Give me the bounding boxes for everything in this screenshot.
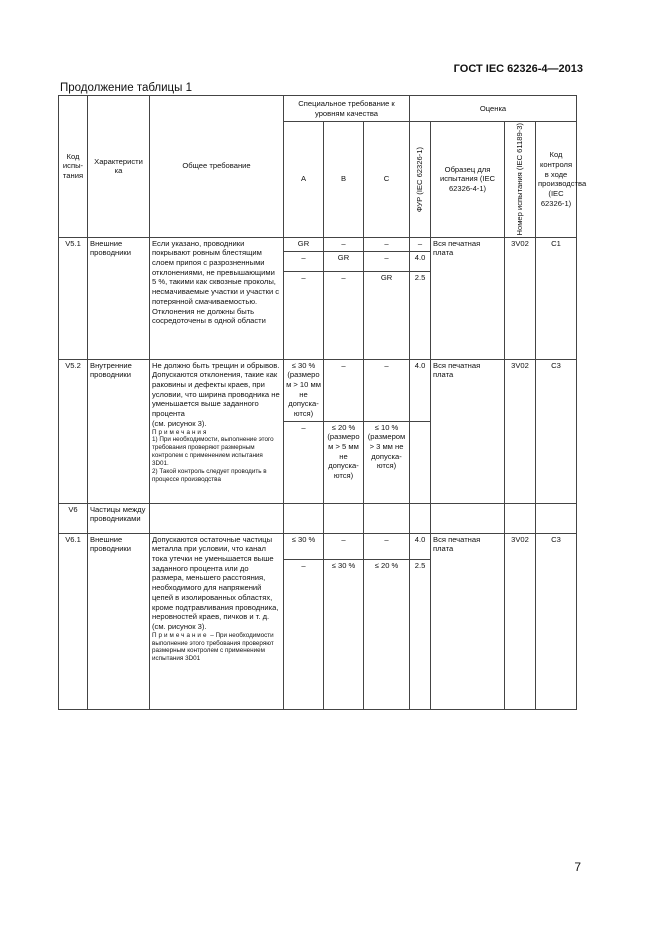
figure-reference: (см. рисунок 3). <box>152 418 207 428</box>
notes-title: Примечания <box>152 428 209 436</box>
page-number: 7 <box>574 860 581 874</box>
cell-fur: 4.0 <box>410 533 431 559</box>
note-1: 1) При необходимости, выполнение этого требования проверяют размерным контролем с применением испытания 3D01. <box>152 436 274 467</box>
header-general-requirement: Общее требование <box>150 96 284 238</box>
cell-level-b: ≤ 30 % <box>324 559 364 709</box>
cell-level-a: GR <box>284 237 324 251</box>
header-row-1 <box>59 96 577 122</box>
cell-test-number: 3V02 <box>505 359 536 503</box>
cell-level-a: – <box>284 251 324 271</box>
row-general-requirement <box>150 533 284 709</box>
cell-level-c: – <box>364 251 410 271</box>
cell-level-a: – <box>284 559 324 709</box>
header-fur: ФУР (IEC 62326-1) <box>415 146 425 212</box>
row-characteristic: Частицы между проводниками <box>88 503 150 533</box>
row-code: V6 <box>59 503 88 533</box>
cell-level-b: ≤ 20 % (размеро м > 5 мм не допуска-ются) <box>324 421 364 503</box>
header-test-number: Номер испытания (IEC 61189-3) <box>515 123 525 236</box>
cell-level-b: GR <box>324 251 364 271</box>
cell-fur: 2.5 <box>410 271 431 359</box>
cell-fur: 4.0 <box>410 251 431 271</box>
cell-level-c: ≤ 10 % (размером > 3 мм не допуска-ются) <box>364 421 410 503</box>
header-level-b: B <box>324 122 364 238</box>
table-caption: Продолжение таблицы 1 <box>60 82 193 94</box>
cell-level-a: – <box>284 421 324 503</box>
row-code: V6.1 <box>59 533 88 709</box>
header-characteristic: Характеристи ка <box>88 96 150 238</box>
note-2: 2) Такой контроль следует проводить в процессе производства <box>152 467 267 483</box>
header-code: Код испы-тания <box>59 96 88 238</box>
row-code: V5.2 <box>59 359 88 503</box>
cell-level-c: ≤ 20 % <box>364 559 410 709</box>
cell-control-code: C1 <box>536 237 577 359</box>
cell-level-c: GR <box>364 271 410 359</box>
header-level-a: A <box>284 122 324 238</box>
cell-level-c: – <box>364 237 410 251</box>
cell-fur: – <box>410 237 431 251</box>
table-row <box>59 359 577 421</box>
row-general-requirement: Если указано, проводники покрывают ровным блестящим слоем припоя с разрозненными отклонениями, не превышающими 5 %, такими как сквозные проколы, несмачиваемые участки и участки с потерянной смачиваемостью. Отклонения не должны быть сосредоточены в одной области <box>150 237 284 359</box>
row-code: V5.1 <box>59 237 88 359</box>
cell-fur: 2.5 <box>410 559 431 709</box>
row-characteristic: Внешние проводники <box>88 237 150 359</box>
cell-control-code: C3 <box>536 359 577 503</box>
cell-level-c: – <box>364 533 410 559</box>
cell-sample: Вся печатная плата <box>431 359 505 503</box>
header-level-c: C <box>364 122 410 238</box>
requirements-table <box>58 95 587 710</box>
row-characteristic: Внутренние проводники <box>88 359 150 503</box>
table-row <box>59 237 577 251</box>
row-general-requirement <box>150 359 284 503</box>
requirement-text: Допускаются остаточные частицы металла при условии, что канал тока утечки не уменьшается выше заданного процента или до размера, меньшего расстояния, необходимого для напряжений цепей в изолированных областях, кроме подтравливания проводника, неровностей краев, пичков и т. д. <box>152 534 279 622</box>
cell-fur: 4.0 <box>410 359 431 421</box>
table-row <box>59 503 577 533</box>
cell-test-number: 3V02 <box>505 533 536 709</box>
table-row <box>59 533 577 559</box>
document-header: ГОСТ IEC 62326-4—2013 <box>453 63 583 75</box>
note-text: – При необходимости выполнение этого требования проверяют размерным контролем с применением испытания 3D01 <box>152 631 274 663</box>
cell-fur <box>410 421 431 503</box>
cell-level-b: – <box>324 237 364 251</box>
cell-sample: Вся печатная плата <box>431 533 505 709</box>
cell-test-number: 3V02 <box>505 237 536 359</box>
cell-level-b: – <box>324 271 364 359</box>
header-sample: Образец для испытания (IEC 62326-4-1) <box>431 122 505 238</box>
cell-level-a: ≤ 30 % <box>284 533 324 559</box>
figure-reference: (см. рисунок 3). <box>152 621 207 631</box>
cell-level-a: – <box>284 271 324 359</box>
cell-level-b: – <box>324 533 364 559</box>
cell-sample: Вся печатная плата <box>431 237 505 359</box>
row-characteristic: Внешние проводники <box>88 533 150 709</box>
cell-level-a: ≤ 30 % (размеро м > 10 мм не допуска-ются) <box>284 359 324 421</box>
cell-level-b: – <box>324 359 364 421</box>
note-title: Примечание <box>152 631 209 639</box>
cell-level-c: – <box>364 359 410 421</box>
header-assessment: Оценка <box>410 96 577 122</box>
header-special-requirement: Специальное требование к уровням качества <box>284 96 410 122</box>
requirement-text: Не должно быть трещин и обрывов. Допускаются отклонения, такие как раковины и дефекты краев, при условии, что ширина проводника не уменьшается выше заданного процента <box>152 360 280 419</box>
cell-control-code: C3 <box>536 533 577 709</box>
header-control-code: Код контроля в ходе производства (IEC 62326-1) <box>536 122 577 238</box>
